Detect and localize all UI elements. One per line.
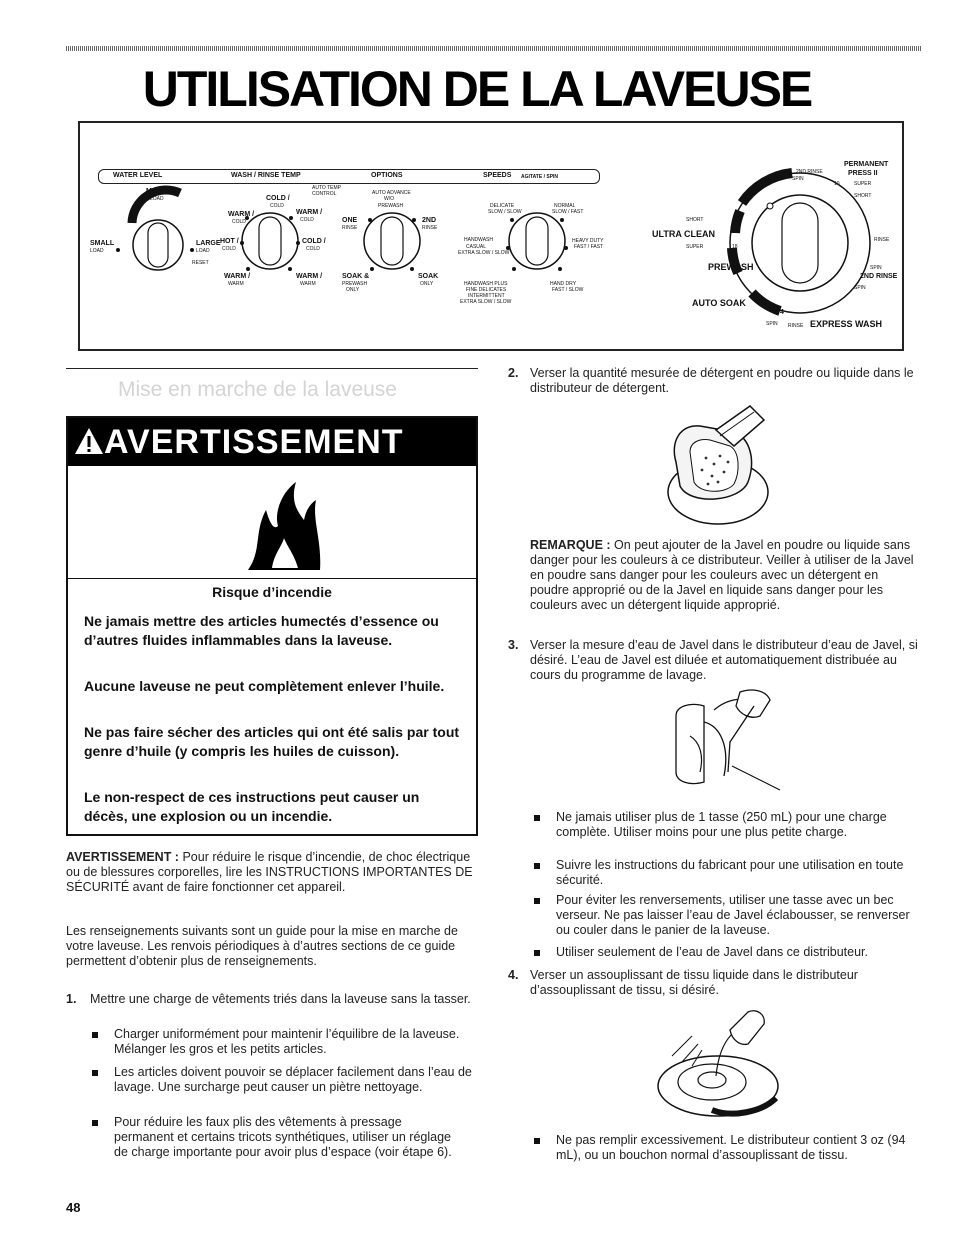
wl-medium-sub: LOAD	[150, 196, 164, 202]
cyc-press: PRESS II	[848, 170, 878, 177]
wl-small-sub: LOAD	[90, 248, 104, 254]
opt-soak-prewash: SOAK &	[342, 273, 370, 280]
opt-second-rinse-sub: RINSE	[422, 225, 438, 231]
bullet-marker	[92, 1120, 98, 1126]
opt-soak-prewash-sub: PREWASH	[342, 281, 368, 287]
wl-large: LARGE	[196, 240, 221, 247]
bullet-marker	[534, 950, 540, 956]
step-4-number: 4.	[508, 968, 519, 982]
warning-divider	[68, 578, 476, 579]
spd-normal: NORMAL	[554, 203, 576, 209]
warning-paragraph-1: Ne jamais mettre des articles humectés d’essence ou d’autres fluides inflammables dans la laveuse.	[84, 613, 439, 648]
opt-second-rinse: 2ND	[422, 217, 437, 224]
step-3-bullet-4: Utiliser seulement de l’eau de Javel dans ce distributeur.	[556, 945, 868, 959]
step-4-text: Verser un assouplissant de tissu liquide dans le distributeur d’assouplissant de tissu, si désiré.	[530, 968, 858, 997]
cyc-spin4: SPIN	[766, 321, 778, 327]
control-panel-drawing	[80, 123, 902, 349]
remarque-paragraph	[530, 538, 918, 613]
cyc-short: SHORT	[854, 193, 872, 199]
step-2-number: 2.	[508, 366, 519, 380]
cyc-ultra-clean: ULTRA CLEAN	[652, 229, 715, 239]
options-label: OPTIONS	[371, 172, 403, 179]
step-3-bullet-2: Suivre les instructions du fabricant pour une utilisation en toute sécurité.	[556, 858, 904, 887]
step-1-bullet-1: Charger uniformément pour maintenir l’équilibre de la laveuse. Mélanger les gros et les petits articles.	[114, 1027, 460, 1056]
opt-auto-advance-sub: W/O	[384, 196, 394, 202]
temp-auto: AUTO TEMP	[312, 185, 341, 191]
spd-heavy-duty-sub: FAST / FAST	[574, 244, 604, 250]
warning-triangle-icon	[74, 426, 104, 456]
step-3-number: 3.	[508, 638, 519, 652]
step-1-bullet-2: Les articles doivent pouvoir se déplacer facilement dans l’eau de lavage. Une surcharge peut causer un piètre nettoyage.	[114, 1065, 472, 1094]
spd-normal-sub: SLOW / FAST	[552, 209, 584, 215]
cyc-permanent: PERMANENT	[844, 161, 889, 168]
wash-rinse-temp-label: WASH / RINSE TEMP	[231, 172, 301, 179]
speeds-label: SPEEDS	[483, 172, 512, 179]
bullet-marker	[534, 815, 540, 821]
step-2-text: Verser la quantité mesurée de détergent en poudre ou liquide dans le distributeur de détergent.	[530, 366, 914, 395]
spd-fine-delicates-sub: INTERMITTENT	[468, 293, 505, 299]
bullet-marker	[92, 1032, 98, 1038]
cyc-prewash: PREWASH	[708, 262, 754, 272]
fabric-softener-dispenser-illustration	[652, 1006, 792, 1124]
avertissement-text: Pour réduire le risque d’incendie, de choc électrique ou de blessures corporelles, lire les INSTRUCTIONS IMPORTANTES DE SÉCURITÉ avant de faire fonctionner cet appareil.	[66, 850, 473, 894]
warning-paragraph-3: Ne pas faire sécher des articles qui ont été salis par tout genre d’huile (y compris les huiles de cuisson).	[84, 724, 460, 759]
avertissement-label: AVERTISSEMENT :	[66, 850, 179, 864]
temp-cold-cold: COLD /	[266, 195, 290, 202]
cyc-four: 4	[780, 309, 784, 316]
temp-cold-cold-2: COLD /	[302, 238, 326, 245]
detergent-dispenser-illustration	[660, 402, 770, 528]
avertissement-paragraph	[66, 850, 474, 895]
bullet-marker	[92, 1070, 98, 1076]
bleach-pouring-illustration	[670, 686, 786, 792]
opt-auto-advance: AUTO ADVANCE	[372, 190, 411, 196]
temp-warm-warm-2-sub: WARM	[300, 281, 316, 287]
cyc-second-rinse: 2ND RINSE	[796, 169, 823, 175]
top-hatched-rule	[66, 46, 922, 51]
opt-one-rinse-sub: RINSE	[342, 225, 358, 231]
spd-casual: CASUAL	[466, 244, 487, 250]
spd-delicate-sub: SLOW / SLOW	[488, 209, 522, 215]
bullet-marker	[534, 1138, 540, 1144]
step-1-bullet-3: Pour réduire les faux plis des vêtements à pressage permanent et certains tricots synthétiques, utiliser un réglage de charge importante pour avoir plus d’espace (voir étape 6).	[114, 1115, 452, 1159]
cyc-spin2: SPIN	[870, 265, 882, 271]
cyc-auto-soak: AUTO SOAK	[692, 298, 746, 308]
opt-prewash: PREWASH	[378, 203, 404, 209]
spd-hand-dry-sub: FAST / SLOW	[552, 287, 584, 293]
cyc-short-left: SHORT	[686, 217, 704, 223]
section-heading: Mise en marche de la laveuse	[118, 378, 397, 401]
spd-fine-delicates-sub2: EXTRA SLOW / SLOW	[460, 299, 512, 305]
temp-warm-cold-sub: COLD	[232, 219, 246, 225]
cyc-spin3: SPIN	[854, 285, 866, 291]
warning-box	[66, 416, 478, 836]
spd-fine-delicates: FINE DELICATES	[466, 287, 507, 293]
warning-paragraph-4: Le non-respect de ces instructions peut causer un décès, une explosion ou un incendie.	[84, 789, 420, 824]
wl-large-sub: LOAD	[196, 248, 210, 254]
remarque-text: On peut ajouter de la Javel en poudre ou liquide sans danger pour les couleurs à ce distributeur. Veiller à utiliser de la Javel en poudre sans danger pour les couleurs avec un détergent en poudre approprié ou de la Javel en liquide sans danger pour les couleurs avec un détergent liquide approprié.	[530, 538, 914, 612]
speeds-sub-label: AGITATE / SPIN	[521, 174, 559, 180]
temp-cold-cold-2-sub: COLD	[306, 246, 320, 252]
temp-warm-cold-2: WARM /	[296, 209, 323, 216]
spd-casual-sub: EXTRA SLOW / SLOW	[458, 250, 510, 256]
bullet-marker	[534, 863, 540, 869]
cyc-ten: 10	[834, 181, 840, 187]
step-3-bullet-1: Ne jamais utiliser plus de 1 tasse (250 mL) pour une charge complète. Utiliser moins pour une plus petite charge.	[556, 810, 887, 839]
step-3-bullet-3: Pour éviter les renversements, utiliser une tasse avec un bec verseur. Ne pas laisser l’eau de Javel éclabousser, se renverser ou couler dans le panier de la laveuse.	[556, 893, 910, 937]
step-1-number: 1.	[66, 992, 77, 1006]
page-title: UTILISATION DE LA LAVEUSE	[142, 61, 812, 117]
intro-paragraph: Les renseignements suivants sont un guide pour la mise en marche de votre laveuse. Les renvois périodiques à d’autres sections de ce guide permettent d’obtenir plus de renseignements.	[66, 924, 458, 968]
spd-heavy-duty: HEAVY DUTY	[572, 238, 604, 244]
cyc-eighteen: 18	[732, 244, 738, 250]
cyc-rinse2: RINSE	[788, 323, 804, 329]
opt-soak-prewash-sub2: ONLY	[346, 287, 360, 293]
spd-handwash: HANDWASH	[464, 237, 493, 243]
warning-paragraph-2: Aucune laveuse ne peut complètement enlever l’huile.	[84, 678, 445, 694]
cyc-express-wash: EXPRESS WASH	[810, 319, 883, 329]
control-labels-bar	[98, 169, 600, 184]
cyc-super-left: SUPER	[686, 244, 704, 250]
spd-delicate: DELICATE	[490, 203, 515, 209]
temp-warm-warm-sub: WARM	[228, 281, 244, 287]
temp-cold-cold-sub: COLD	[270, 203, 284, 209]
temp-warm-warm: WARM /	[224, 273, 251, 280]
control-panel-illustration	[78, 121, 904, 351]
step-3-text: Verser la mesure d’eau de Javel dans le distributeur d’eau de Javel, si désiré. L’eau de Javel est diluée et automatiquement distribuée au cours du programme de lavage.	[530, 638, 918, 682]
cyc-super: SUPER	[854, 181, 872, 187]
wl-medium: MEDIUM	[146, 188, 175, 195]
warning-header-text: AVERTISSEMENT	[104, 423, 404, 461]
bullet-marker	[534, 898, 540, 904]
step-1-text: Mettre une charge de vêtements triés dans la laveuse sans la tasser.	[90, 992, 471, 1006]
temp-hot-cold: HOT /	[220, 238, 239, 245]
temp-auto-sub: CONTROL	[312, 191, 337, 197]
cyc-spin: SPIN	[792, 176, 804, 182]
temp-warm-cold-2-sub: COLD	[300, 217, 314, 223]
temp-warm-warm-2: WARM /	[296, 273, 323, 280]
temp-hot-cold-sub: COLD	[222, 246, 236, 252]
section-rule	[66, 368, 478, 369]
warning-header	[68, 418, 476, 466]
cyc-rinse: RINSE	[874, 237, 890, 243]
warning-risk-title: Risque d’incendie	[212, 584, 332, 600]
wl-small: SMALL	[90, 240, 115, 247]
wl-reset: RESET	[192, 260, 209, 266]
step-4-bullet-1: Ne pas remplir excessivement. Le distributeur contient 3 oz (94 mL), ou un bouchon normal d’assouplissant de tissu.	[556, 1133, 906, 1162]
water-level-label: WATER LEVEL	[113, 172, 163, 179]
page-number: 48	[66, 1200, 81, 1215]
opt-soak-only: SOAK	[418, 273, 439, 280]
cyc-ten-b: 10	[732, 229, 738, 235]
fire-icon	[244, 480, 324, 572]
remarque-label: REMARQUE :	[530, 538, 611, 552]
spd-handwash-plus: HANDWASH PLUS	[464, 281, 508, 287]
temp-warm-cold: WARM /	[228, 211, 255, 218]
opt-one-rinse: ONE	[342, 217, 358, 224]
opt-soak-only-sub: ONLY	[420, 281, 434, 287]
cyc-second-rinse2: 2ND RINSE	[860, 273, 898, 280]
spd-hand-dry: HAND DRY	[550, 281, 577, 287]
